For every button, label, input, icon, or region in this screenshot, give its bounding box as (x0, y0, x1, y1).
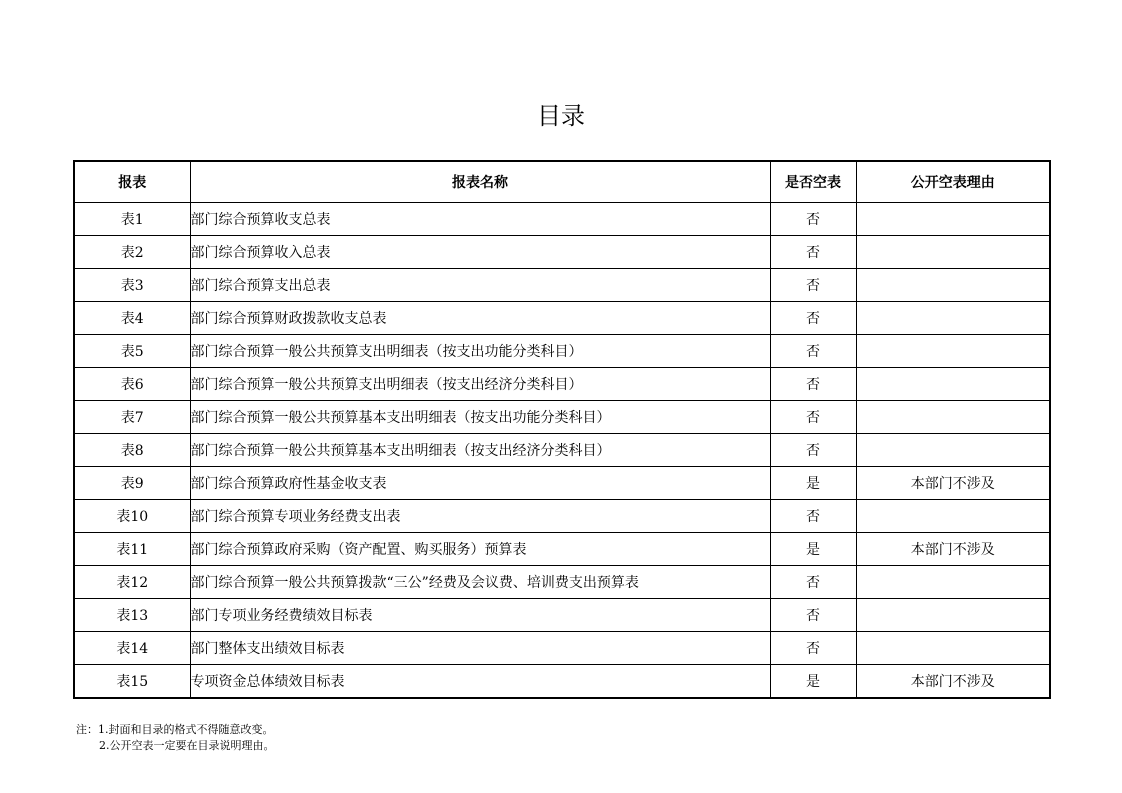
cell-table-id: 表1 (74, 203, 190, 236)
cell-table-id: 表10 (74, 500, 190, 533)
cell-table-name: 部门综合预算一般公共预算基本支出明细表（按支出功能分类科目） (190, 401, 770, 434)
cell-empty: 否 (770, 269, 856, 302)
table-row (74, 236, 1050, 269)
cell-reason (856, 599, 1050, 632)
cell-table-id: 表9 (74, 467, 190, 500)
cell-empty: 否 (770, 599, 856, 632)
cell-table-id: 表4 (74, 302, 190, 335)
table-header-row (74, 161, 1050, 203)
table-row (74, 401, 1050, 434)
table-row (74, 203, 1050, 236)
cell-empty: 是 (770, 665, 856, 699)
cell-table-name: 部门综合预算政府采购（资产配置、购买服务）预算表 (190, 533, 770, 566)
cell-reason: 本部门不涉及 (856, 467, 1050, 500)
cell-table-id: 表13 (74, 599, 190, 632)
table-row (74, 467, 1050, 500)
cell-reason: 本部门不涉及 (856, 533, 1050, 566)
page-title: 目录 (537, 102, 585, 130)
cell-empty: 否 (770, 236, 856, 269)
cell-reason (856, 236, 1050, 269)
table-row (74, 302, 1050, 335)
cell-empty: 否 (770, 302, 856, 335)
cell-table-id: 表2 (74, 236, 190, 269)
cell-table-id: 表6 (74, 368, 190, 401)
cell-table-name: 部门综合预算政府性基金收支表 (190, 467, 770, 500)
cell-table-id: 表14 (74, 632, 190, 665)
cell-reason (856, 434, 1050, 467)
cell-reason (856, 632, 1050, 665)
cell-table-id: 表8 (74, 434, 190, 467)
cell-table-name: 部门综合预算支出总表 (190, 269, 770, 302)
table-row (74, 500, 1050, 533)
cell-empty: 否 (770, 401, 856, 434)
toc-table (73, 160, 1051, 699)
table-row (74, 599, 1050, 632)
table-row (74, 533, 1050, 566)
cell-empty: 否 (770, 500, 856, 533)
cell-table-id: 表3 (74, 269, 190, 302)
table-row (74, 335, 1050, 368)
header-empty: 是否空表 (770, 161, 856, 203)
cell-table-id: 表15 (74, 665, 190, 699)
cell-reason (856, 335, 1050, 368)
cell-reason (856, 302, 1050, 335)
cell-table-name: 部门综合预算收支总表 (190, 203, 770, 236)
cell-table-name: 专项资金总体绩效目标表 (190, 665, 770, 699)
cell-reason (856, 500, 1050, 533)
footnote-1: 注：1.封面和目录的格式不得随意改变。 (76, 723, 274, 736)
cell-table-name: 部门综合预算一般公共预算基本支出明细表（按支出经济分类科目） (190, 434, 770, 467)
header-table: 报表 (74, 161, 190, 203)
cell-table-name: 部门综合预算专项业务经费支出表 (190, 500, 770, 533)
footnote-2: 2.公开空表一定要在目录说明理由。 (99, 739, 275, 752)
cell-table-name: 部门专项业务经费绩效目标表 (190, 599, 770, 632)
table-row (74, 566, 1050, 599)
cell-reason (856, 368, 1050, 401)
cell-empty: 是 (770, 467, 856, 500)
cell-table-id: 表12 (74, 566, 190, 599)
cell-reason (856, 566, 1050, 599)
cell-empty: 否 (770, 335, 856, 368)
cell-table-id: 表5 (74, 335, 190, 368)
cell-table-name: 部门综合预算一般公共预算支出明细表（按支出功能分类科目） (190, 335, 770, 368)
cell-reason (856, 203, 1050, 236)
table-row (74, 368, 1050, 401)
cell-reason (856, 269, 1050, 302)
table-row (74, 434, 1050, 467)
cell-reason: 本部门不涉及 (856, 665, 1050, 699)
table-row (74, 665, 1050, 699)
cell-empty: 否 (770, 203, 856, 236)
header-name: 报表名称 (190, 161, 770, 203)
cell-table-id: 表7 (74, 401, 190, 434)
cell-empty: 否 (770, 566, 856, 599)
cell-empty: 否 (770, 368, 856, 401)
cell-table-id: 表11 (74, 533, 190, 566)
table-row (74, 269, 1050, 302)
cell-table-name: 部门整体支出绩效目标表 (190, 632, 770, 665)
cell-empty: 是 (770, 533, 856, 566)
table-row (74, 632, 1050, 665)
cell-table-name: 部门综合预算一般公共预算支出明细表（按支出经济分类科目） (190, 368, 770, 401)
footnotes (76, 722, 275, 754)
cell-reason (856, 401, 1050, 434)
cell-empty: 否 (770, 434, 856, 467)
cell-table-name: 部门综合预算财政拨款收支总表 (190, 302, 770, 335)
cell-table-name: 部门综合预算收入总表 (190, 236, 770, 269)
cell-empty: 否 (770, 632, 856, 665)
cell-table-name: 部门综合预算一般公共预算拨款“三公”经费及会议费、培训费支出预算表 (190, 566, 770, 599)
header-reason: 公开空表理由 (856, 161, 1050, 203)
